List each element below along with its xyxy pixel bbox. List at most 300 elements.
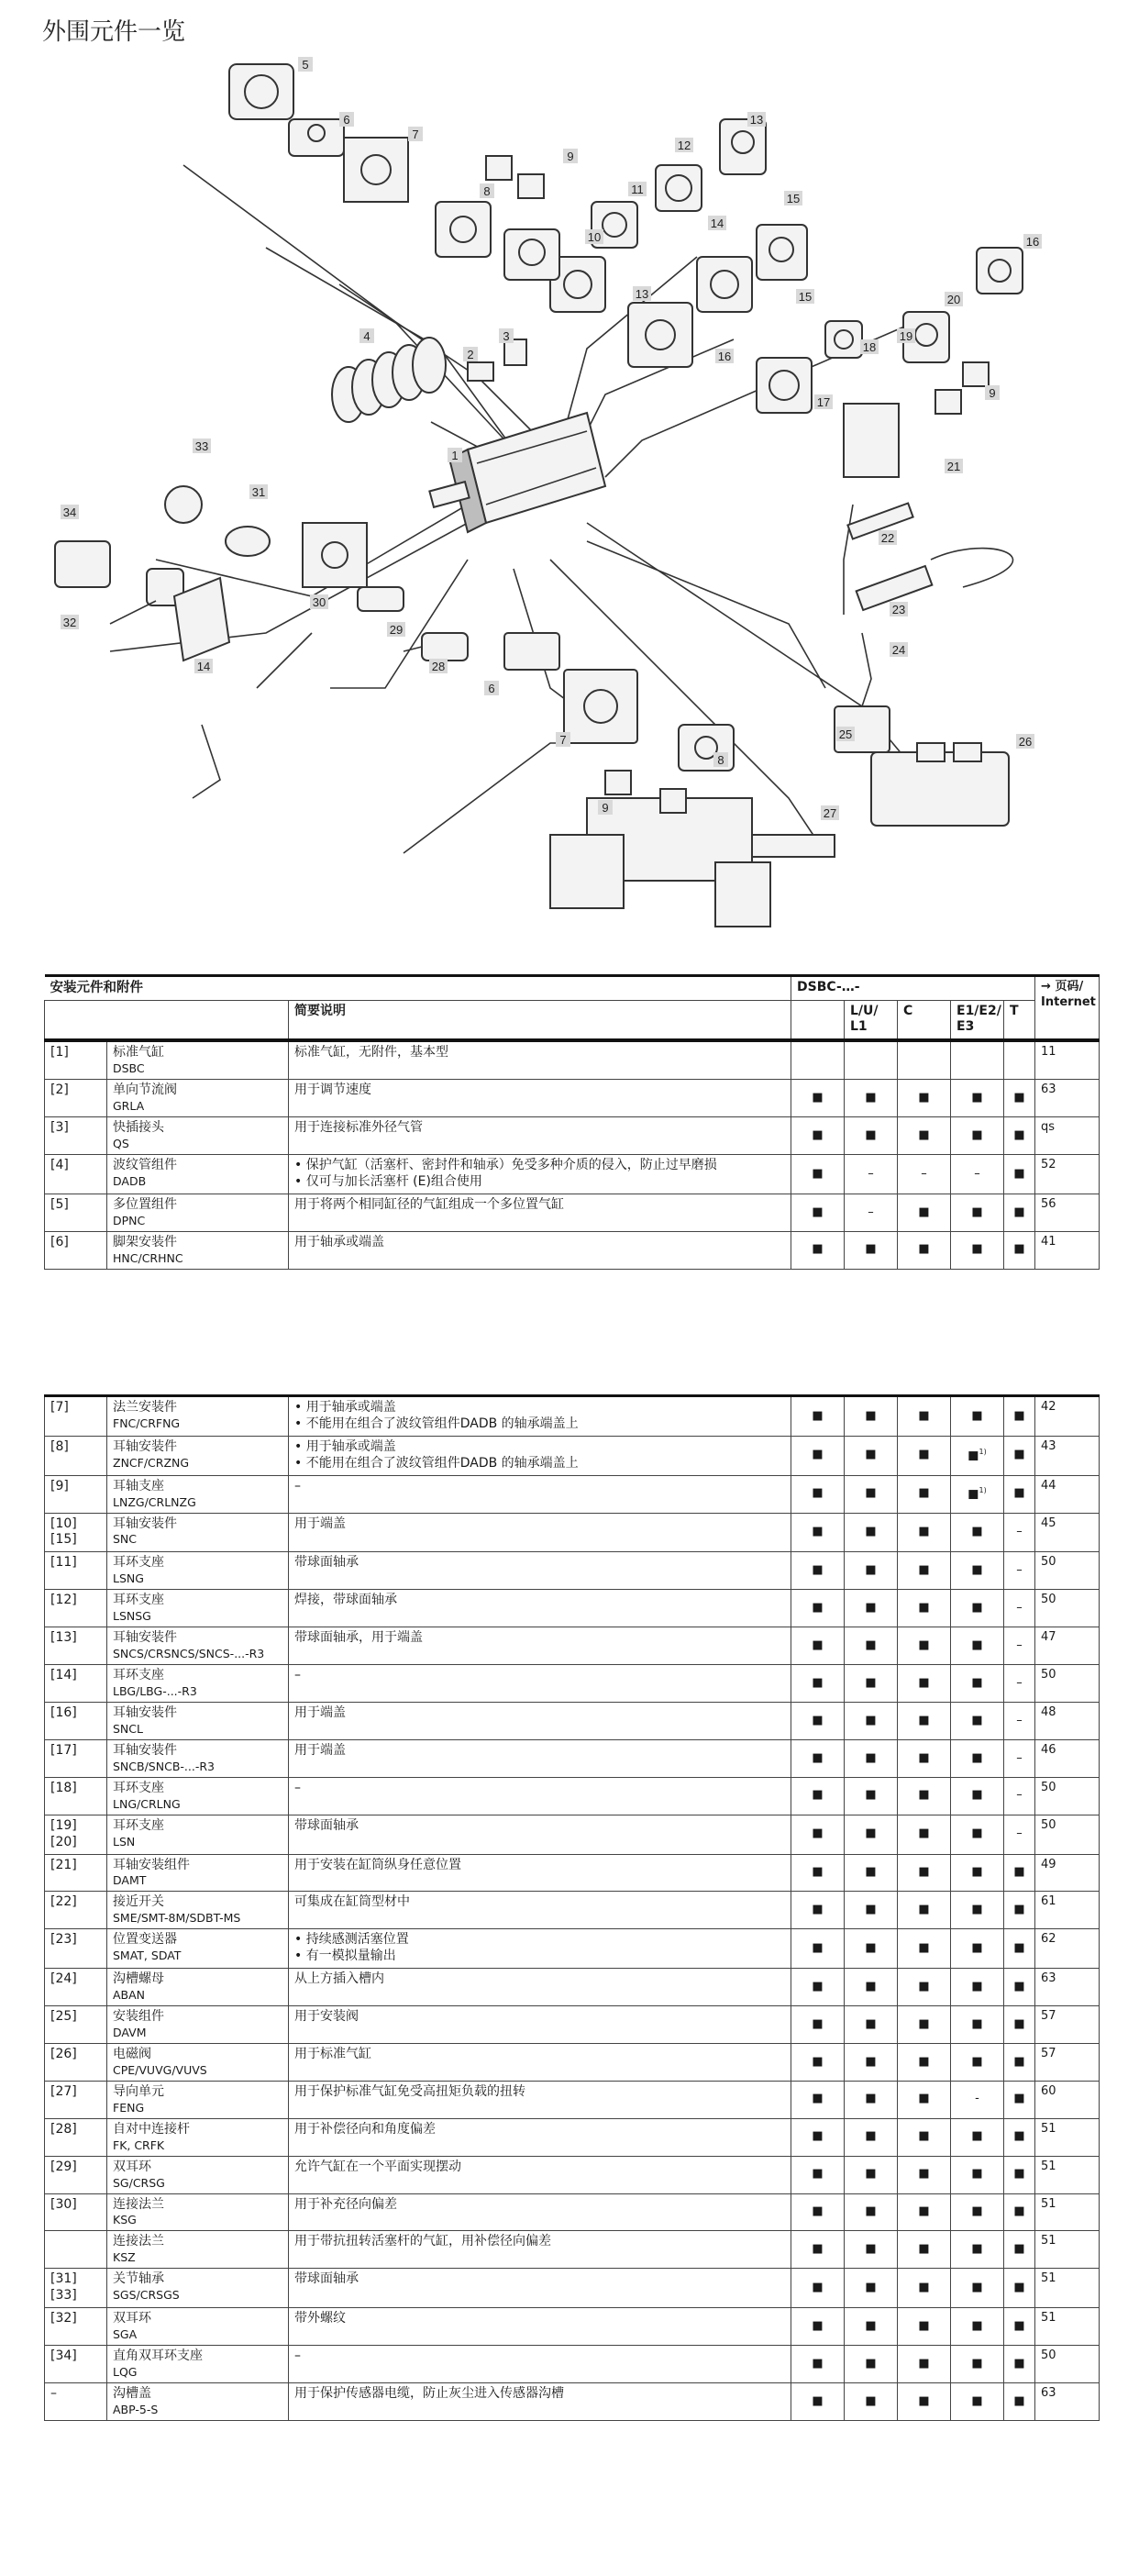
mark-symbol: ■ — [971, 2129, 983, 2144]
callout-15 — [784, 191, 802, 205]
availability-mark — [898, 1436, 951, 1475]
row-ref: [12] — [45, 1590, 107, 1627]
row-description — [289, 1665, 791, 1703]
mark-symbol: ■ — [865, 1090, 877, 1105]
row-description — [289, 1892, 791, 1929]
availability-mark — [1004, 1969, 1035, 2006]
mark-symbol: ■ — [1013, 1090, 1025, 1105]
mark-symbol: ■ — [1013, 1865, 1025, 1880]
row-ref: [25] — [45, 2006, 107, 2044]
row-code: LSNG — [113, 1571, 144, 1586]
row-page-ref: qs — [1035, 1117, 1100, 1155]
row-page-ref: 62 — [1035, 1929, 1100, 1969]
row-page-ref: 50 — [1035, 1552, 1100, 1590]
mark-symbol: ■ — [918, 1750, 930, 1765]
availability-mark — [1004, 1080, 1035, 1117]
row-name: 法兰安装件 — [113, 1400, 177, 1415]
col-variant-e: E1/E2/ E3 — [951, 1000, 1004, 1040]
callout-7 — [408, 127, 423, 141]
row-name-cell — [107, 1739, 289, 1777]
row-name: 导向单元 — [113, 2083, 164, 2099]
availability-mark — [791, 2269, 845, 2308]
mark-symbol: ■ — [812, 2393, 824, 2408]
callout-29 — [387, 622, 405, 637]
row-name: 沟槽螺母 — [113, 1971, 164, 1987]
mark-symbol: ■ — [918, 1600, 930, 1615]
availability-mark — [898, 1665, 951, 1703]
svg-text:27: 27 — [823, 806, 837, 820]
availability-mark — [951, 2231, 1004, 2269]
availability-mark — [845, 1080, 898, 1117]
mark-symbol: ■ — [865, 2054, 877, 2069]
availability-mark — [1004, 2081, 1035, 2118]
row-description — [289, 2081, 791, 2118]
callout-15b — [796, 289, 814, 304]
callout-8b — [713, 752, 728, 767]
row-name-cell — [107, 2346, 289, 2383]
callout-9 — [563, 149, 578, 163]
mark-symbol: ■ — [812, 2318, 824, 2333]
row-name-cell — [107, 2269, 289, 2308]
description-line: 用于端盖 — [294, 1742, 346, 1758]
table-row — [45, 1040, 1100, 1079]
availability-mark — [951, 1854, 1004, 1892]
availability-mark — [845, 1702, 898, 1739]
row-code: LBG/LBG-...-R3 — [113, 1683, 197, 1698]
availability-mark — [898, 1155, 951, 1194]
availability-mark — [1004, 1815, 1035, 1854]
availability-mark — [951, 1552, 1004, 1590]
row-ref: [26] — [45, 2043, 107, 2081]
availability-mark — [845, 1040, 898, 1079]
row-description — [289, 1513, 791, 1552]
mark-symbol: ■ — [918, 1675, 930, 1690]
availability-mark — [1004, 1854, 1035, 1892]
mark-symbol: ■ — [865, 2016, 877, 2031]
availability-mark — [1004, 1231, 1035, 1269]
mark-symbol: ■ — [971, 1903, 983, 1917]
mark-symbol: ■ — [865, 2092, 877, 2106]
row-code: DAVM — [113, 2025, 147, 2039]
availability-mark — [951, 1929, 1004, 1969]
description-line: 用于安装在缸筒纵身任意位置 — [294, 1857, 461, 1872]
availability-mark — [951, 1777, 1004, 1815]
row-description — [289, 1040, 791, 1079]
description-line: 用于端盖 — [294, 1704, 346, 1720]
availability-mark — [898, 1815, 951, 1854]
row-code: SGA — [113, 2327, 138, 2342]
availability-mark — [845, 2383, 898, 2421]
accessories-table-1 — [44, 974, 1099, 1270]
mark-symbol: ■ — [865, 1525, 877, 1539]
availability-mark — [1004, 1513, 1035, 1552]
mark-symbol: – — [1016, 1525, 1023, 1539]
mark-symbol: – — [1016, 1827, 1023, 1841]
availability-mark — [1004, 2383, 1035, 2421]
row-name-cell — [107, 2118, 289, 2156]
callout-23 — [890, 602, 908, 616]
mark-symbol: ■ — [918, 1205, 930, 1219]
mark-symbol: ■ — [971, 1940, 983, 1955]
availability-mark — [898, 1194, 951, 1231]
row-name: 直角双耳环支座 — [113, 2348, 203, 2364]
callout-30 — [310, 594, 328, 609]
row-ref: [10][15] — [45, 1513, 107, 1552]
table2-body — [45, 1396, 1100, 2421]
table-row — [45, 1552, 1100, 1590]
mark-symbol: ■ — [971, 2356, 983, 2371]
svg-text:24: 24 — [891, 643, 906, 657]
availability-mark — [845, 2193, 898, 2231]
row-name: 自对中连接杆 — [113, 2121, 190, 2137]
availability-mark — [845, 2156, 898, 2193]
row-code: LSN — [113, 1834, 136, 1849]
mark-symbol: ■ — [812, 2242, 824, 2257]
callout-9b — [985, 385, 1000, 400]
mark-symbol: ■ — [1013, 1903, 1025, 1917]
table-row — [45, 1194, 1100, 1231]
mark-symbol: ■ — [971, 1600, 983, 1615]
mark-symbol: ■ — [812, 1865, 824, 1880]
standard-cylinder-part — [429, 413, 605, 532]
availability-mark — [898, 2156, 951, 2193]
mark-symbol: ■ — [918, 1865, 930, 1880]
mark-symbol: ■ — [812, 2167, 824, 2182]
mark-symbol: ■ — [865, 1127, 877, 1142]
row-name: 沟槽盖 — [113, 2386, 151, 2401]
table-row — [45, 1627, 1100, 1665]
mark-symbol: ■ — [971, 1750, 983, 1765]
mark-symbol: ■ — [865, 1675, 877, 1690]
mark-symbol: ■ — [812, 1600, 824, 1615]
availability-mark — [1004, 1475, 1035, 1513]
table-row — [45, 1777, 1100, 1815]
table1-body — [45, 1040, 1100, 1269]
availability-mark — [791, 1436, 845, 1475]
row-name-cell — [107, 2193, 289, 2231]
availability-mark — [845, 2269, 898, 2308]
mark-symbol: ■ — [812, 1827, 824, 1841]
table-row — [45, 1665, 1100, 1703]
availability-mark — [791, 1552, 845, 1590]
row-name-cell — [107, 1155, 289, 1194]
availability-mark — [791, 1892, 845, 1929]
row-ref: [11] — [45, 1552, 107, 1590]
svg-text:14: 14 — [710, 217, 724, 230]
description-line: 用于带抗扭转活塞杆的气缸，用补偿径向偏差 — [294, 2234, 551, 2249]
availability-mark — [951, 1627, 1004, 1665]
section-title: 安装元件和附件 — [45, 976, 289, 1001]
row-page-ref: 42 — [1035, 1396, 1100, 1437]
mark-symbol: ■ — [918, 2092, 930, 2106]
row-code: KSZ — [113, 2250, 136, 2265]
table-row — [45, 1117, 1100, 1155]
availability-mark — [845, 2346, 898, 2383]
availability-mark — [898, 1929, 951, 1969]
availability-mark — [898, 1627, 951, 1665]
mark-symbol: ■ — [1013, 2204, 1025, 2219]
mark-symbol: ■ — [865, 2167, 877, 2182]
col-variant-l: L/U/ L1 — [845, 1000, 898, 1040]
availability-mark — [845, 1475, 898, 1513]
availability-mark — [791, 2193, 845, 2231]
callout-8 — [480, 183, 494, 198]
mark-symbol: ■ — [865, 1940, 877, 1955]
availability-mark — [951, 1590, 1004, 1627]
row-description — [289, 1080, 791, 1117]
mark-symbol: ■ — [865, 2393, 877, 2408]
exploded-assembly-diagram — [37, 46, 1100, 972]
availability-mark — [791, 1396, 845, 1437]
mark-symbol: ■ — [1013, 2092, 1025, 2106]
col-desc: 简要说明 — [289, 1000, 791, 1040]
availability-mark — [791, 1590, 845, 1627]
row-page-ref: 41 — [1035, 1231, 1100, 1269]
mark-symbol: ■ — [812, 1525, 824, 1539]
row-code: SMAT, SDAT — [113, 1949, 182, 1963]
mark-symbol: ■ — [918, 1562, 930, 1577]
row-code: LQG — [113, 2365, 138, 2379]
availability-mark — [791, 1117, 845, 1155]
table-row — [45, 1854, 1100, 1892]
row-page-ref: 48 — [1035, 1702, 1100, 1739]
row-code: LSNSG — [113, 1609, 151, 1624]
row-name-cell — [107, 2081, 289, 2118]
availability-mark — [791, 1513, 845, 1552]
row-name: 多位置组件 — [113, 1196, 177, 1212]
row-description — [289, 1552, 791, 1590]
row-name-cell — [107, 2043, 289, 2081]
callout-27 — [821, 805, 839, 820]
mark-symbol: ■ — [1013, 1448, 1025, 1462]
mark-symbol: ■ — [971, 2280, 983, 2294]
availability-mark — [1004, 2043, 1035, 2081]
row-description — [289, 1929, 791, 1969]
table-row — [45, 1155, 1100, 1194]
row-ref: [7] — [45, 1396, 107, 1437]
mark-symbol: ■ — [865, 2204, 877, 2219]
availability-mark — [1004, 1040, 1035, 1079]
row-page-ref: 57 — [1035, 2006, 1100, 2044]
availability-mark — [1004, 1777, 1035, 1815]
callout-14b — [194, 659, 213, 673]
row-code: SNCL — [113, 1721, 143, 1736]
availability-mark — [845, 1231, 898, 1269]
row-code: SNCB/SNCB-...-R3 — [113, 1759, 215, 1773]
availability-mark — [898, 2006, 951, 2044]
row-ref: [21] — [45, 1854, 107, 1892]
availability-mark — [1004, 1929, 1035, 1969]
table-row — [45, 2193, 1100, 2231]
availability-mark — [898, 1739, 951, 1777]
mark-symbol: ■ — [865, 1865, 877, 1880]
svg-text:31: 31 — [251, 485, 266, 499]
availability-mark — [898, 1396, 951, 1437]
row-name-cell — [107, 1929, 289, 1969]
col-variant-t: T — [1004, 1000, 1035, 1040]
row-name-cell — [107, 2231, 289, 2269]
svg-text:13: 13 — [635, 287, 649, 301]
description-line: 带外螺纹 — [294, 2311, 346, 2326]
svg-text:5: 5 — [302, 58, 309, 72]
availability-mark — [791, 1194, 845, 1231]
callout-20 — [945, 292, 963, 306]
callout-2 — [463, 347, 478, 361]
availability-mark — [791, 2118, 845, 2156]
mark-symbol: ■ — [918, 1486, 930, 1501]
mark-symbol: ■ — [1013, 2016, 1025, 2031]
mark-symbol: ■ — [865, 1408, 877, 1423]
row-ref: [32] — [45, 2308, 107, 2346]
row-name-cell — [107, 1396, 289, 1437]
table-row — [45, 2383, 1100, 2421]
mark-symbol: – — [868, 1205, 874, 1219]
row-code: GRLA — [113, 1099, 145, 1114]
mark-symbol: – — [974, 1166, 980, 1181]
mark-symbol: ■ — [971, 2393, 983, 2408]
availability-mark — [791, 1777, 845, 1815]
mark-symbol: ■ — [812, 1562, 824, 1577]
availability-mark — [951, 1513, 1004, 1552]
row-page-ref: 50 — [1035, 1665, 1100, 1703]
row-name: 耳轴安装件 — [113, 1742, 177, 1758]
description-line: 标准气缸，无附件，基本型 — [294, 1045, 448, 1060]
mark-symbol: ■ — [971, 1127, 983, 1142]
row-page-ref: 46 — [1035, 1739, 1100, 1777]
row-name: 耳轴安装件 — [113, 1630, 177, 1646]
callout-13 — [747, 112, 766, 127]
row-name: 快插接头 — [113, 1120, 164, 1136]
callout-28 — [429, 659, 448, 673]
mark-symbol: ■ — [971, 1205, 983, 1219]
availability-mark — [951, 1396, 1004, 1437]
mark-symbol: ■ — [812, 2204, 824, 2219]
mark-symbol: ■ — [865, 1638, 877, 1652]
row-ref: [22] — [45, 1892, 107, 1929]
mark-symbol: ■ — [1013, 1979, 1025, 1993]
svg-text:9: 9 — [567, 150, 574, 163]
row-name: 关节轴承 — [113, 2271, 164, 2287]
table-row — [45, 2346, 1100, 2383]
mark-symbol: ■ — [1013, 1408, 1025, 1423]
row-name: 脚架安装件 — [113, 1234, 177, 1249]
availability-mark — [1004, 2231, 1035, 2269]
table-row — [45, 1231, 1100, 1269]
availability-mark — [1004, 2118, 1035, 2156]
mark-symbol: ■ — [968, 1449, 979, 1463]
callout-17 — [814, 394, 833, 409]
row-code: HNC/CRHNC — [113, 1250, 183, 1265]
row-description — [289, 2308, 791, 2346]
row-description — [289, 1155, 791, 1194]
description-line: • 用于轴承或端盖 — [294, 1400, 396, 1415]
mark-symbol: ■ — [1013, 1127, 1025, 1142]
row-code: FK, CRFK — [113, 2137, 165, 2152]
availability-mark — [791, 2006, 845, 2044]
row-name-cell — [107, 2308, 289, 2346]
mark-symbol: ■ — [918, 1940, 930, 1955]
mark-symbol: ■ — [918, 1242, 930, 1257]
mark-symbol: ■ — [865, 1903, 877, 1917]
callout-13b — [633, 286, 651, 301]
description-line: – — [294, 2348, 301, 2364]
row-description — [289, 1739, 791, 1777]
row-ref: [23] — [45, 1929, 107, 1969]
mark-symbol: ■ — [865, 1713, 877, 1727]
mark-symbol: ■ — [918, 1713, 930, 1727]
availability-mark — [791, 2043, 845, 2081]
svg-text:23: 23 — [891, 603, 906, 616]
row-ref: [6] — [45, 1231, 107, 1269]
availability-mark — [791, 1739, 845, 1777]
availability-mark — [1004, 1892, 1035, 1929]
row-name-cell — [107, 2156, 289, 2193]
availability-mark — [845, 1627, 898, 1665]
availability-mark — [845, 1513, 898, 1552]
availability-mark — [791, 1475, 845, 1513]
mark-symbol: ■ — [918, 1827, 930, 1841]
availability-mark — [951, 1231, 1004, 1269]
mark-symbol: ■ — [812, 1448, 824, 1462]
mark-symbol: - — [975, 2092, 979, 2106]
row-description — [289, 1702, 791, 1739]
availability-mark — [791, 1040, 845, 1079]
mark-symbol: ■ — [918, 2356, 930, 2371]
row-page-ref: 56 — [1035, 1194, 1100, 1231]
availability-mark — [951, 1040, 1004, 1079]
row-name-cell — [107, 2006, 289, 2044]
mark-symbol: ■ — [968, 1486, 979, 1501]
availability-mark — [845, 2006, 898, 2044]
row-code: LNG/CRLNG — [113, 1796, 181, 1811]
svg-text:7: 7 — [559, 733, 567, 747]
availability-mark — [1004, 1590, 1035, 1627]
row-page-ref: 57 — [1035, 2043, 1100, 2081]
callout-25 — [836, 727, 855, 741]
row-code: SNC — [113, 1532, 138, 1547]
col-variant-c: C — [898, 1000, 951, 1040]
mark-symbol: ■ — [971, 2204, 983, 2219]
row-name: 耳环支座 — [113, 1817, 164, 1833]
row-ref: [4] — [45, 1155, 107, 1194]
table-row — [45, 2081, 1100, 2118]
mark-symbol: ■ — [812, 1788, 824, 1803]
mark-symbol: ■ — [812, 2280, 824, 2294]
table-row — [45, 1739, 1100, 1777]
row-description — [289, 2118, 791, 2156]
svg-text:29: 29 — [389, 623, 404, 637]
row-description — [289, 1194, 791, 1231]
row-code: DPNC — [113, 1213, 146, 1227]
description-line: • 不能用在组合了波纹管组件DADB 的轴承端盖上 — [294, 1455, 579, 1471]
svg-text:7: 7 — [412, 128, 419, 141]
row-ref: [34] — [45, 2346, 107, 2383]
availability-mark — [951, 1969, 1004, 2006]
row-name-cell — [107, 1117, 289, 1155]
description-line: – — [294, 1478, 301, 1493]
mark-symbol: ■ — [1013, 1242, 1025, 1257]
svg-text:2: 2 — [467, 348, 474, 361]
availability-mark — [951, 2346, 1004, 2383]
row-page-ref: 51 — [1035, 2156, 1100, 2193]
description-line: 带球面轴承 — [294, 1817, 359, 1833]
mark-symbol: ■ — [918, 1903, 930, 1917]
availability-mark — [951, 1436, 1004, 1475]
availability-mark — [1004, 1627, 1035, 1665]
mark-symbol: ■ — [971, 1979, 983, 1993]
availability-mark — [951, 2043, 1004, 2081]
availability-mark — [845, 1117, 898, 1155]
